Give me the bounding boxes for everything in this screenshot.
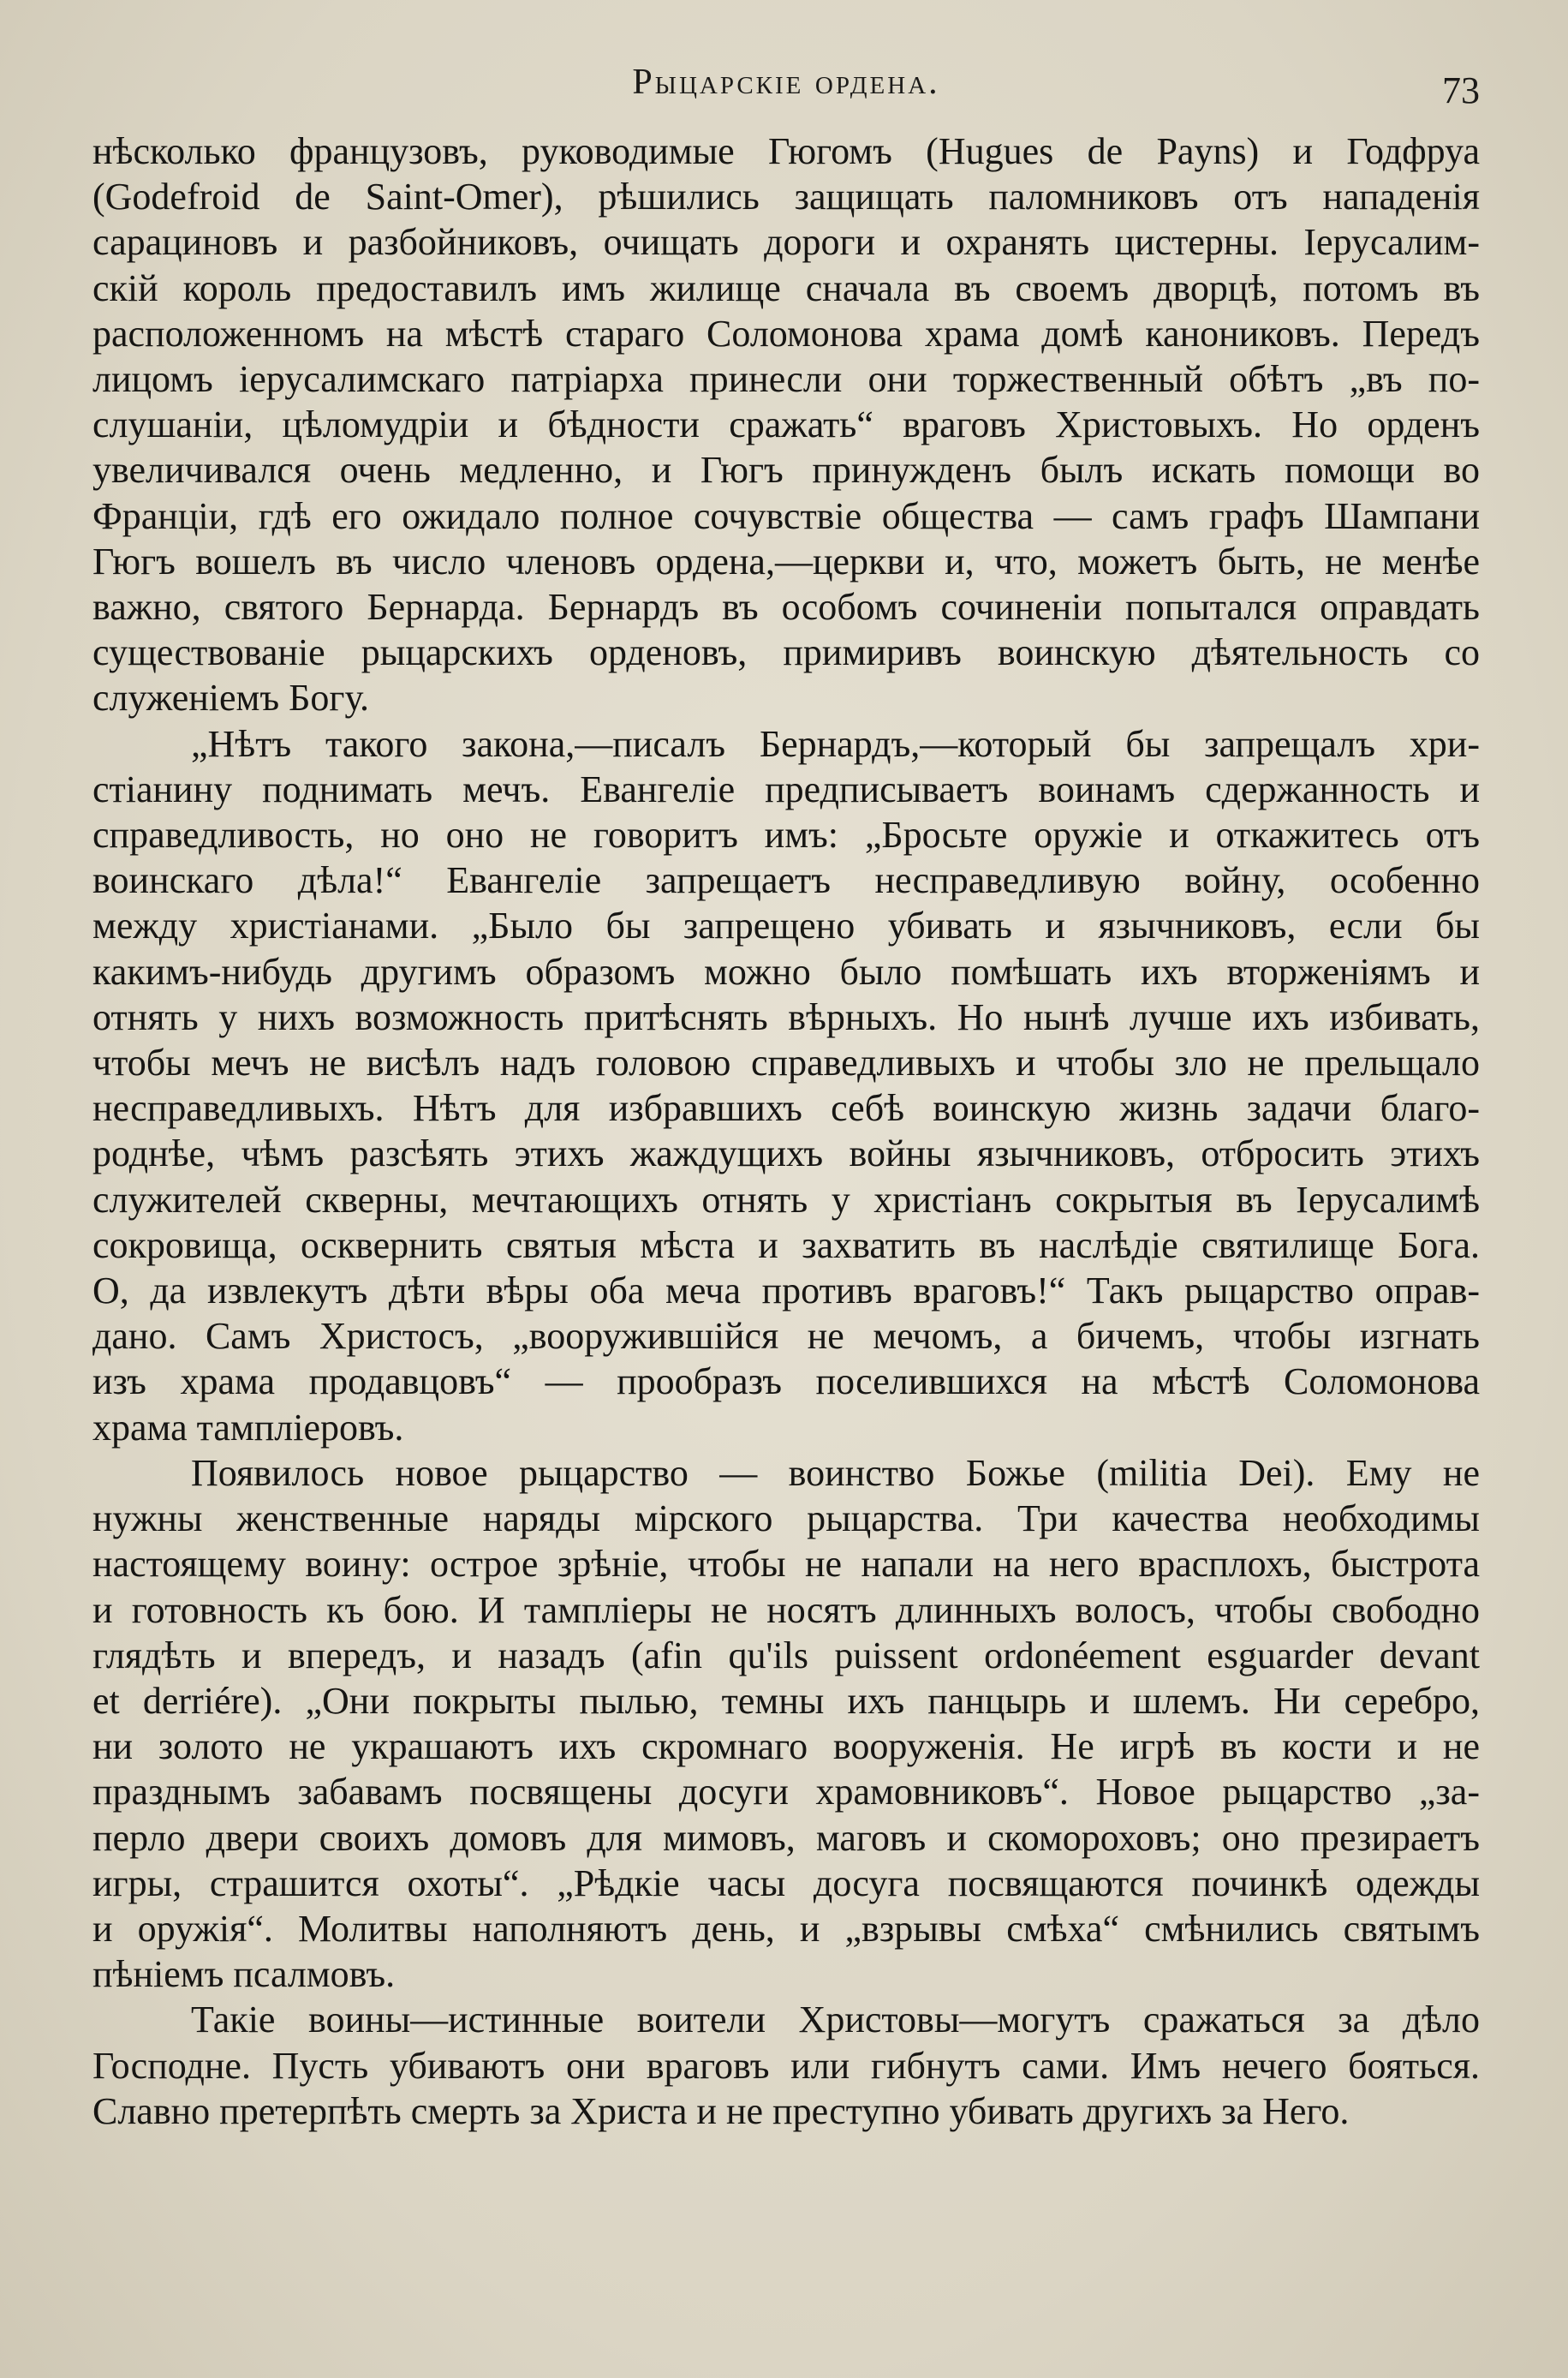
text-line: между христіанами. „Было бы запрещено убивать и язычниковъ, если бы — [92, 905, 1480, 947]
text-line: сарациновъ и разбойниковъ, очищать дороги и охранять цистерны. Іерусалим- — [92, 221, 1480, 264]
text-line: стіанину поднимать мечъ. Евангеліе предписываетъ воинамъ сдержанность и — [92, 768, 1480, 810]
text-line: Гюгъ вошелъ въ число членовъ ордена,—церкви и, что, можетъ быть, не менѣе — [92, 540, 1480, 583]
text-line: несправедливыхъ. Нѣтъ для избравшихъ себѣ воинскую жизнь задачи благо- — [92, 1087, 1480, 1130]
text-line: О, да извлекутъ дѣти вѣры оба меча противъ враговъ!“ Такъ рыцарство оправ- — [92, 1270, 1480, 1312]
text-line: воинскаго дѣла!“ Евангеліе запрещаетъ несправедливую войну, особенно — [92, 859, 1480, 902]
text-line: какимъ-нибудь другимъ образомъ можно было помѣшать ихъ вторженіямъ и — [92, 950, 1480, 993]
text-line: Такіе воины—истинные воители Христовы—могутъ сражаться за дѣло — [191, 1999, 1480, 2041]
page-header — [92, 62, 1480, 122]
text-line: и оружія“. Молитвы наполняютъ день, и „взрывы смѣха“ смѣнились святымъ — [92, 1907, 1480, 1950]
text-line: (Godefroid de Saint-Omer), рѣшились защищать паломниковъ отъ нападенія — [92, 176, 1480, 218]
text-line: пѣніемъ псалмовъ. — [92, 1953, 396, 1996]
text-line: служителей скверны, мечтающихъ отнять у христіанъ сокрытыя въ Іерусалимѣ — [92, 1178, 1480, 1221]
text-line: увеличивался очень медленно, и Гюгъ принужденъ былъ искать помощи во — [92, 449, 1480, 492]
text-line: служеніемъ Богу. — [92, 677, 370, 720]
text-line: „Нѣтъ такого закона,—писалъ Бернардъ,—который бы запрещалъ хри- — [191, 722, 1480, 765]
text-line: настоящему воину: острое зрѣніе, чтобы не напали на него врасплохъ, быстрота — [92, 1543, 1480, 1586]
text-line: важно, святого Бернарда. Бернардъ въ особомъ сочиненіи попытался оправдать — [92, 586, 1480, 629]
text-line: справедливость, но оно не говоритъ имъ: „Бросьте оружіе и откажитесь отъ — [92, 814, 1480, 857]
text-line: и готовность къ бою. И тампліеры не носятъ длинныхъ волосъ, чтобы свободно — [92, 1588, 1480, 1631]
text-line: сокровища, осквернить святыя мѣста и захватить въ наслѣдіе святилище Бога. — [92, 1223, 1480, 1266]
text-line: изъ храма продавцовъ“ — прообразъ поселившихся на мѣстѣ Соломонова — [92, 1360, 1480, 1403]
text-line: Господне. Пусть убиваютъ они враговъ или гибнутъ сами. Имъ нечего бояться. — [92, 2044, 1480, 2087]
running-title: Рыцарскіе ордена. — [632, 63, 940, 102]
paragraph — [92, 1997, 1480, 2134]
text-line: чтобы мечъ не висѣлъ надъ головою справедливыхъ и чтобы зло не прельщало — [92, 1042, 1480, 1084]
text-line: Франціи, гдѣ его ожидало полное сочувствіе общества — самъ графъ Шампани — [92, 494, 1480, 537]
text-line: нѣсколько французовъ, руководимые Гюгомъ (Hugues de Payns) и Годфруа — [92, 130, 1480, 172]
text-line: лицомъ іерусалимскаго патріарха принесли они торжественный обѣтъ „въ по- — [92, 358, 1480, 401]
text-line: существованіе рыцарскихъ орденовъ, примиривъ воинскую дѣятельность со — [92, 631, 1480, 674]
text-line: игры, страшится охоты“. „Рѣдкіе часы досуга посвящаются починкѣ одежды — [92, 1861, 1480, 1904]
text-line: расположенномъ на мѣстѣ стараго Соломонова храма домѣ канониковъ. Передъ — [92, 312, 1480, 355]
text-line: дано. Самъ Христосъ, „вооружившійся не мечомъ, а бичемъ, чтобы изгнать — [92, 1315, 1480, 1358]
text-line: et derriére). „Они покрыты пылью, темны ихъ панцырь и шлемъ. Ни серебро, — [92, 1679, 1480, 1722]
paragraph — [92, 721, 1480, 1450]
paragraph — [92, 128, 1480, 721]
text-line: ни золото не украшаютъ ихъ скромнаго вооруженія. Не игрѣ въ кости и не — [92, 1725, 1480, 1768]
body-text — [92, 128, 1480, 2134]
text-line: слушаніи, цѣломудріи и бѣдности сражать“ враговъ Христовыхъ. Но орденъ — [92, 403, 1480, 446]
text-line: нужны женственные наряды мірского рыцарства. Три качества необходимы — [92, 1497, 1480, 1540]
text-line: Славно претерпѣть смерть за Христа и не преступно убивать другихъ за Него. — [92, 2089, 1350, 2132]
page-number: 73 — [1442, 69, 1480, 111]
text-line: празднымъ забавамъ посвящены досуги храмовниковъ“. Новое рыцарство „за- — [92, 1771, 1480, 1813]
text-line: роднѣе, чѣмъ разсѣять этихъ жаждущихъ войны язычниковъ, отбросить этихъ — [92, 1132, 1480, 1175]
text-line: храма тампліеровъ. — [92, 1406, 404, 1449]
text-line: перло двери своихъ домовъ для мимовъ, маговъ и скомороховъ; оно презираетъ — [92, 1816, 1480, 1859]
paragraph — [92, 1450, 1480, 1997]
text-line: Появилось новое рыцарство — воинство Божье (militia Dei). Ему не — [191, 1451, 1480, 1494]
text-line: скій король предоставилъ имъ жилище сначала въ своемъ дворцѣ, потомъ въ — [92, 266, 1480, 309]
text-line: глядѣть и впередъ, и назадъ (afin qu'ils puissent ordonéement esguarder devant — [92, 1634, 1480, 1676]
text-line: отнять у нихъ возможность притѣснять вѣрныхъ. Но нынѣ лучше ихъ избивать, — [92, 995, 1480, 1038]
